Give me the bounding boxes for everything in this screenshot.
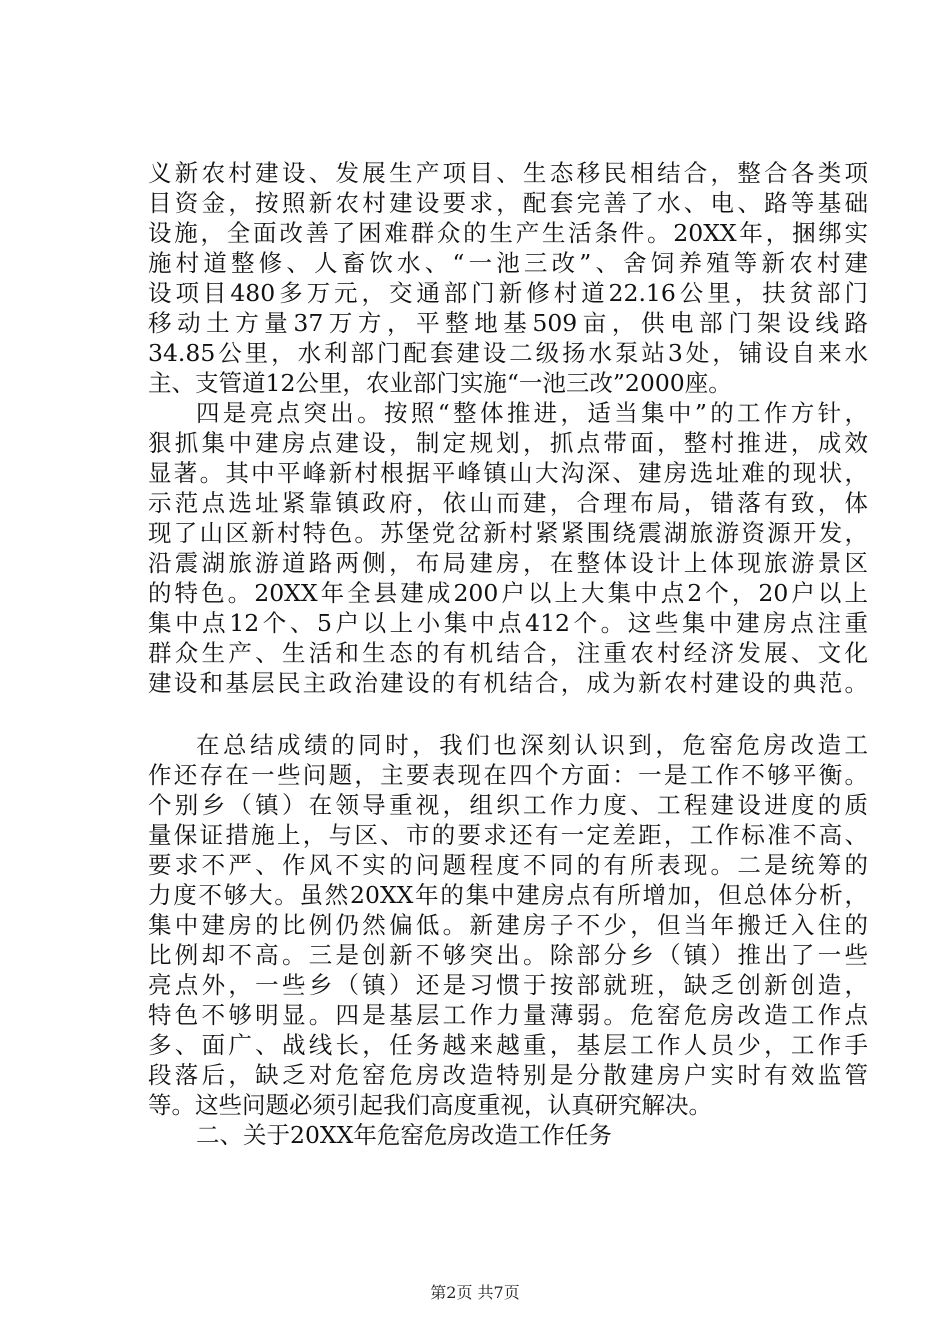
text-line: 目资金，按照新农村建设要求，配套完善了水、电、路等基础 bbox=[148, 189, 868, 217]
text-line: 比例却不高。三是创新不够突出。除部分乡（镇）推出了一些 bbox=[148, 941, 868, 969]
text-line: 量保证措施上，与区、市的要求还有一定差距，工作标准不高、 bbox=[148, 821, 868, 849]
text-line: 特色不够明显。四是基层工作力量薄弱。危窑危房改造工作点 bbox=[148, 1001, 868, 1029]
text-line: 要求不严、作风不实的问题程度不同的有所表现。二是统筹的 bbox=[148, 851, 868, 879]
text-line: 施村道整修、人畜饮水、“一池三改”、舍饲养殖等新农村建 bbox=[148, 249, 868, 277]
text-line: 段落后，缺乏对危窑危房改造特别是分散建房户实时有效监管 bbox=[148, 1061, 868, 1089]
text-line: 沿震湖旅游道路两侧，布局建房，在整体设计上体现旅游景区 bbox=[148, 549, 868, 577]
text-line: 力度不够大。虽然20XX年的集中建房点有所增加，但总体分析， bbox=[148, 881, 868, 909]
text-line: 示范点选址紧靠镇政府，依山而建，合理布局，错落有致，体 bbox=[148, 489, 868, 517]
text-line: 义新农村建设、发展生产项目、生态移民相结合，整合各类项 bbox=[148, 159, 868, 187]
text-line: 作还存在一些问题，主要表现在四个方面：一是工作不够平衡。 bbox=[148, 761, 868, 789]
text-line: 的特色。20XX年全县建成200户以上大集中点2个，20户以上 bbox=[148, 579, 868, 607]
page-number-footer: 第2页 共7页 bbox=[430, 1283, 520, 1302]
text-line: 设项目480多万元，交通部门新修村道22.16公里，扶贫部门 bbox=[148, 279, 868, 307]
text-line: 等。这些问题必须引起我们高度重视，认真研究解决。 bbox=[148, 1091, 712, 1119]
paragraph-first-line: 四是亮点突出。按照“整体推进，适当集中”的工作方针， bbox=[196, 399, 868, 427]
text-line: 亮点外，一些乡（镇）还是习惯于按部就班，缺乏创新创造， bbox=[148, 971, 868, 999]
text-line: 现了山区新村特色。苏堡党岔新村紧紧围绕震湖旅游资源开发， bbox=[148, 519, 868, 547]
paragraph-first-line: 在总结成绩的同时，我们也深刻认识到，危窑危房改造工 bbox=[196, 731, 868, 759]
text-line: 群众生产、生活和生态的有机结合，注重农村经济发展、文化 bbox=[148, 639, 868, 667]
text-line: 34.85公里，水利部门配套建设二级扬水泵站3处，铺设自来水 bbox=[148, 339, 868, 367]
text-line: 建设和基层民主政治建设的有机结合，成为新农村建设的典范。 bbox=[148, 669, 868, 697]
text-line: 显著。其中平峰新村根据平峰镇山大沟深、建房选址难的现状， bbox=[148, 459, 868, 487]
section-heading: 二、关于20XX年危窑危房改造工作任务 bbox=[196, 1121, 612, 1149]
text-line: 多、面广、战线长，任务越来越重，基层工作人员少，工作手 bbox=[148, 1031, 868, 1059]
text-line: 主、支管道12公里，农业部门实施“一池三改”2000座。 bbox=[148, 369, 732, 397]
text-line: 集中建房的比例仍然偏低。新建房子不少，但当年搬迁入住的 bbox=[148, 911, 868, 939]
text-line: 狠抓集中建房点建设，制定规划，抓点带面，整村推进，成效 bbox=[148, 429, 868, 457]
text-line: 设施，全面改善了困难群众的生产生活条件。20XX年，捆绑实 bbox=[148, 219, 868, 247]
text-line: 移动土方量37万方，平整地基509亩，供电部门架设线路 bbox=[148, 309, 868, 337]
text-line: 个别乡（镇）在领导重视，组织工作力度、工程建设进度的质 bbox=[148, 791, 868, 819]
text-line: 集中点12个、5户以上小集中点412个。这些集中建房点注重 bbox=[148, 609, 868, 637]
